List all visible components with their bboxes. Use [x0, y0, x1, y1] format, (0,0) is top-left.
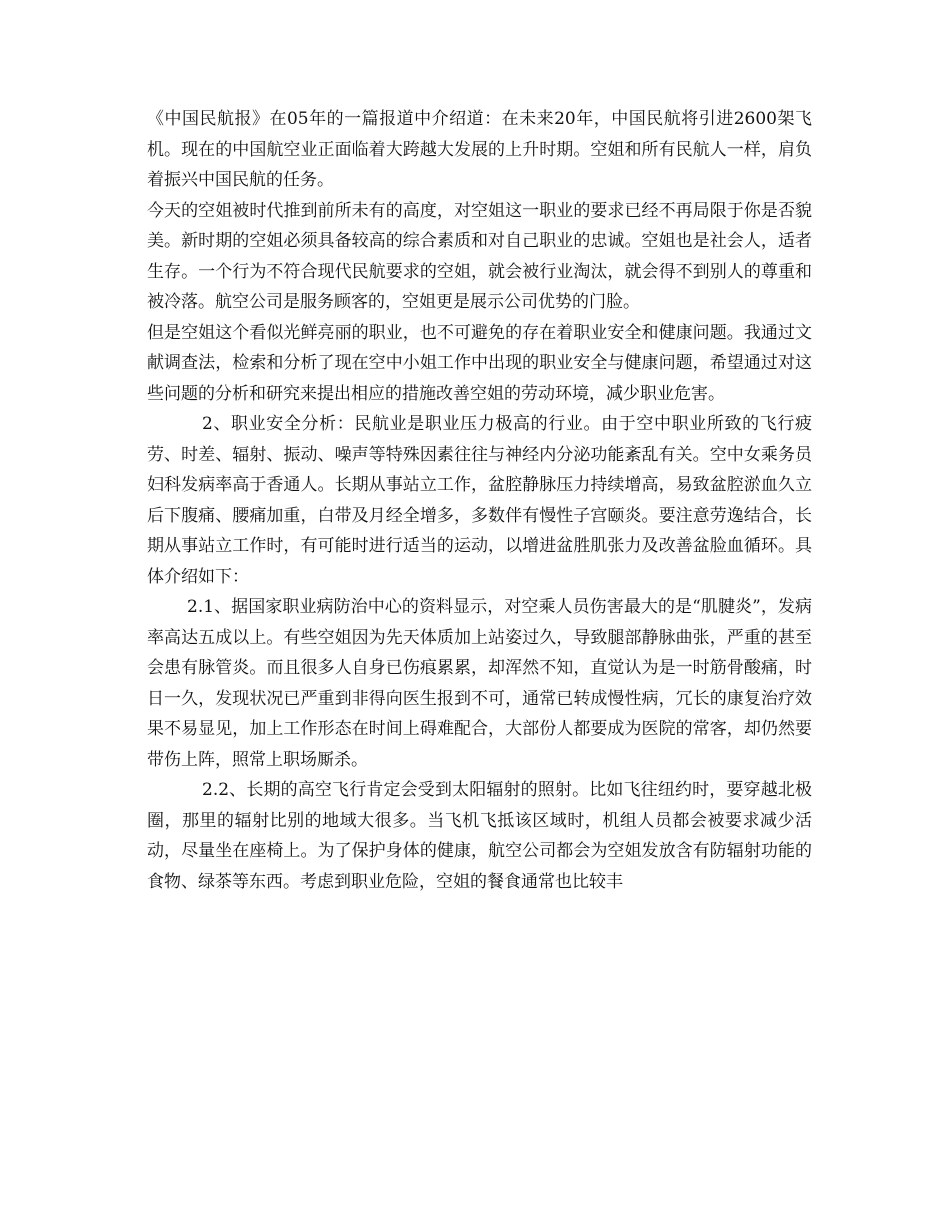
- paragraph-flight-attendant-requirements: 今天的空姐被时代推到前所未有的高度，对空姐这一职业的要求已经不再局限于你是否貌美。新时期的空姐必须具备较高的综合素质和对自己职业的忠诚。空姐也是社会人，适者生存。一个行为不符合现代民航要求的空姐，就会被行业淘汰，就会得不到别人的尊重和被冷落。航空公司是服务顾客的，空姐更是展示公司优势的门脸。: [147, 200, 812, 312]
- paragraph-safety-health-problems: 但是空姐这个看似光鲜亮丽的职业，也不可避免的存在着职业安全和健康问题。我通过文献调查法，检索和分析了现在空中小姐工作中出现的职业安全与健康问题，希望通过对这些问题的分析和研究来提出相应的措施改善空姐的劳动环境，减少职业危害。: [147, 322, 812, 404]
- paragraph-intro-news: 《中国民航报》在05年的一篇报道中介绍道：在未来20年，中国民航将引进2600架飞机。现在的中国航空业正面临着大跨越大发展的上升时期。空姐和所有民航人一样，肩负着振兴中国民航的任务。: [147, 109, 812, 190]
- document-body: [147, 104, 812, 897]
- paragraph-section-2-1: 2.1、据国家职业病防治中心的资料显示，对空乘人员伤害最大的是“肌腱炎”，发病率高达五成以上。有些空姐因为先天体质加上站姿过久，导致腿部静脉曲张，严重的甚至会患有脉管炎。而且很多人自身已伤痕累累，却浑然不知，直觉认为是一时筋骨酸痛，时日一久，发现状况已严重到非得向医生报到不可，通常已转成慢性病，冗长的康复治疗效果不易显见，加上工作形态在时间上碍难配合，大部份人都要成为医院的常客，却仍然要带伤上阵，照常上职场厮杀。: [147, 597, 812, 770]
- paragraph-section-2-2: 2.2、长期的高空飞行肯定会受到太阳辐射的照射。比如飞往纽约时，要穿越北极圈，那里的辐射比别的地域大很多。当飞机飞抵该区域时，机组人员都会被要求减少活动，尽量坐在座椅上。为了保护身体的健康，航空公司都会为空姐发放含有防辐射功能的食物、绿茶等东西。考虑到职业危险，空姐的餐食通常也比较丰: [147, 780, 812, 892]
- paragraph-section-2: 2、职业安全分析：民航业是职业压力极高的行业。由于空中职业所致的飞行疲劳、时差、辐射、振动、噪声等特殊因素往往与神经内分泌功能紊乱有关。空中女乘务员妇科发病率高于香通人。长期从事站立工作，盆腔静脉压力持续增高，易致盆腔淤血久立后下腹痛、腰痛加重，白带及月经全增多，多数伴有慢性子宫颐炎。要注意劳逸结合，长期从事站立工作时，有可能时进行适当的运动，以增进盆胜肌张力及改善盆脸血循环。具体介绍如下：: [147, 414, 812, 587]
